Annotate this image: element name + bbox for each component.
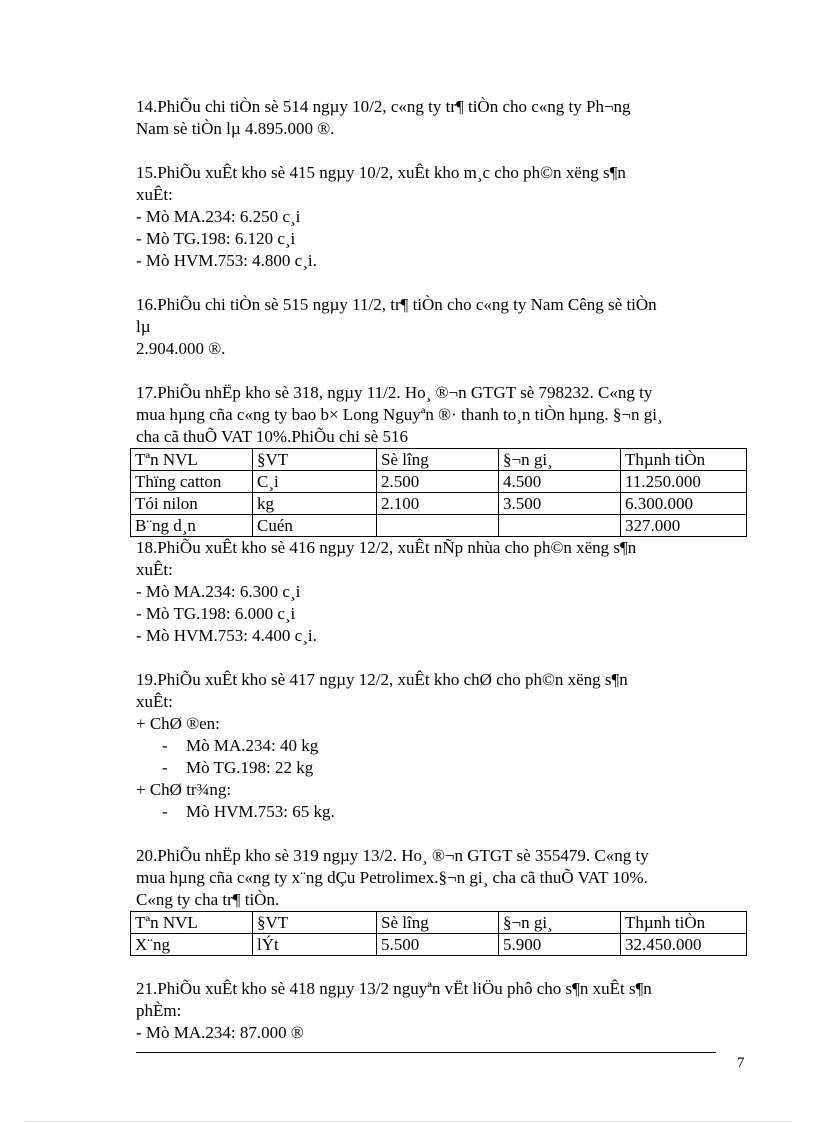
entry-17-line-3: cha cã thuÕ VAT 10%.PhiÕu chi sè 516 <box>136 427 408 446</box>
table-cell: Thïng catton <box>131 471 253 493</box>
entry-16 <box>136 294 740 360</box>
entry-16-line-3: 2.904.000 ®. <box>136 339 226 358</box>
entry-15-line-1: 15.PhiÕu xuÊt kho sè 415 ngµy 10/2, xuÊt kho m¸c cho ph©n xëng s¶n <box>136 163 626 182</box>
document-body <box>136 96 740 1044</box>
entry-14-line-2: Nam sè tiÒn lµ 4.895.000 ®. <box>136 119 335 138</box>
entry-19-line-2: xuÊt: <box>136 692 173 711</box>
group-heading: + ChØ ®en: <box>136 714 220 733</box>
table-cell: 5.500 <box>377 934 499 956</box>
page-number: 7 <box>737 1055 745 1071</box>
entry-15-line-2: xuÊt: <box>136 185 173 204</box>
dash-bullet: - <box>162 736 168 755</box>
footer-divider <box>136 1052 716 1053</box>
entry-20-line-2: mua hµng cña c«ng ty x¨ng dÇu Petrolimex.§¬n gi¸ cha cã thuÕ VAT 10%. <box>136 868 648 887</box>
table-cell <box>499 515 621 537</box>
list-item: - Mò MA.234: 6.250 c¸i <box>136 207 301 226</box>
materials-table-1 <box>130 448 747 537</box>
list-item: - Mò HVM.753: 4.800 c¸i. <box>136 251 317 270</box>
table-header-cell: Thµnh tiÒn <box>621 449 747 471</box>
table-row <box>131 515 747 537</box>
group-heading: + ChØ tr¾ng: <box>136 780 232 799</box>
entry-20-line-3: C«ng ty cha tr¶ tiÒn. <box>136 890 280 909</box>
entry-17-line-2: mua hµng cña c«ng ty bao b× Long Nguyªn ®· thanh to¸n tiÒn hµng. §¬n gi¸ <box>136 405 663 424</box>
entry-17 <box>136 382 740 448</box>
list-item-text: Mò MA.234: 40 kg <box>186 736 319 755</box>
table-cell: 2.100 <box>377 493 499 515</box>
table-header-cell: Tªn NVL <box>131 912 253 934</box>
table-header-cell: §¬n gi¸ <box>499 912 621 934</box>
table-cell: B¨ng d¸n <box>131 515 253 537</box>
table-cell: 4.500 <box>499 471 621 493</box>
entry-14 <box>136 96 740 140</box>
entry-18-line-1: 18.PhiÕu xuÊt kho sè 416 ngµy 12/2, xuÊt nÑp nhùa cho ph©n xëng s¶n <box>136 538 637 557</box>
entry-21-line-3: - Mò MA.234: 87.000 ® <box>136 1023 304 1042</box>
table-header-cell: §VT <box>253 449 377 471</box>
entry-17-line-1: 17.PhiÕu nhËp kho sè 318, ngµy 11/2. Ho¸ ®¬n GTGT sè 798232. C«ng ty <box>136 383 653 402</box>
table-cell: lÝt <box>253 934 377 956</box>
list-item <box>136 801 740 823</box>
table-cell: kg <box>253 493 377 515</box>
dash-bullet: - <box>162 802 168 821</box>
entry-20 <box>136 845 740 911</box>
entry-16-line-1: 16.PhiÕu chi tiÒn sè 515 ngµy 11/2, tr¶ tiÒn cho c«ng ty Nam Cêng sè tiÒn <box>136 295 657 314</box>
table-row <box>131 934 747 956</box>
table-cell: 11.250.000 <box>621 471 747 493</box>
table-cell: 6.300.000 <box>621 493 747 515</box>
entry-16-line-2: lµ <box>136 317 151 336</box>
table-header-cell: Sè lîng <box>377 449 499 471</box>
table-row <box>131 471 747 493</box>
materials-table-2 <box>130 911 747 956</box>
entry-20-line-1: 20.PhiÕu nhËp kho sè 319 ngµy 13/2. Ho¸ ®¬n GTGT sè 355479. C«ng ty <box>136 846 649 865</box>
list-item <box>136 735 740 757</box>
entry-19-line-1: 19.PhiÕu xuÊt kho sè 417 ngµy 12/2, xuÊt kho chØ cho ph©n xëng s¶n <box>136 670 628 689</box>
list-item-text: Mò HVM.753: 65 kg. <box>186 802 335 821</box>
list-item: - Mò MA.234: 6.300 c¸i <box>136 582 301 601</box>
list-item-text: Mò TG.198: 22 kg <box>186 758 314 777</box>
table-header-cell: Tªn NVL <box>131 449 253 471</box>
entry-19 <box>136 669 740 823</box>
entry-21 <box>136 978 740 1044</box>
table-cell: Tói nilon <box>131 493 253 515</box>
table-cell: Cuén <box>253 515 377 537</box>
entry-21-line-2: phÈm: <box>136 1001 182 1020</box>
entry-21-line-1: 21.PhiÕu xuÊt kho sè 418 ngµy 13/2 nguyªn vËt liÖu phô cho s¶n xuÊt s¶n <box>136 979 652 998</box>
list-item: - Mò HVM.753: 4.400 c¸i. <box>136 626 317 645</box>
table-header-cell: §¬n gi¸ <box>499 449 621 471</box>
table-cell <box>377 515 499 537</box>
entry-18-line-2: xuÊt: <box>136 560 173 579</box>
entry-18 <box>136 537 740 647</box>
dash-bullet: - <box>162 758 168 777</box>
table-cell: 2.500 <box>377 471 499 493</box>
table-header-cell: Thµnh tiÒn <box>621 912 747 934</box>
table-header-row <box>131 449 747 471</box>
table-cell: 5.900 <box>499 934 621 956</box>
entry-14-line-1: 14.PhiÕu chi tiÒn sè 514 ngµy 10/2, c«ng ty tr¶ tiÒn cho c«ng ty Ph¬ng <box>136 97 631 116</box>
list-item <box>136 757 740 779</box>
table-header-row <box>131 912 747 934</box>
table-cell: 3.500 <box>499 493 621 515</box>
list-item: - Mò TG.198: 6.120 c¸i <box>136 229 296 248</box>
table-cell: X¨ng <box>131 934 253 956</box>
table-cell: 327.000 <box>621 515 747 537</box>
table-header-cell: §VT <box>253 912 377 934</box>
table-header-cell: Sè lîng <box>377 912 499 934</box>
page-break-line <box>24 1121 792 1122</box>
list-item: - Mò TG.198: 6.000 c¸i <box>136 604 296 623</box>
entry-15 <box>136 162 740 272</box>
table-row <box>131 493 747 515</box>
table-cell: 32.450.000 <box>621 934 747 956</box>
table-cell: C¸i <box>253 471 377 493</box>
